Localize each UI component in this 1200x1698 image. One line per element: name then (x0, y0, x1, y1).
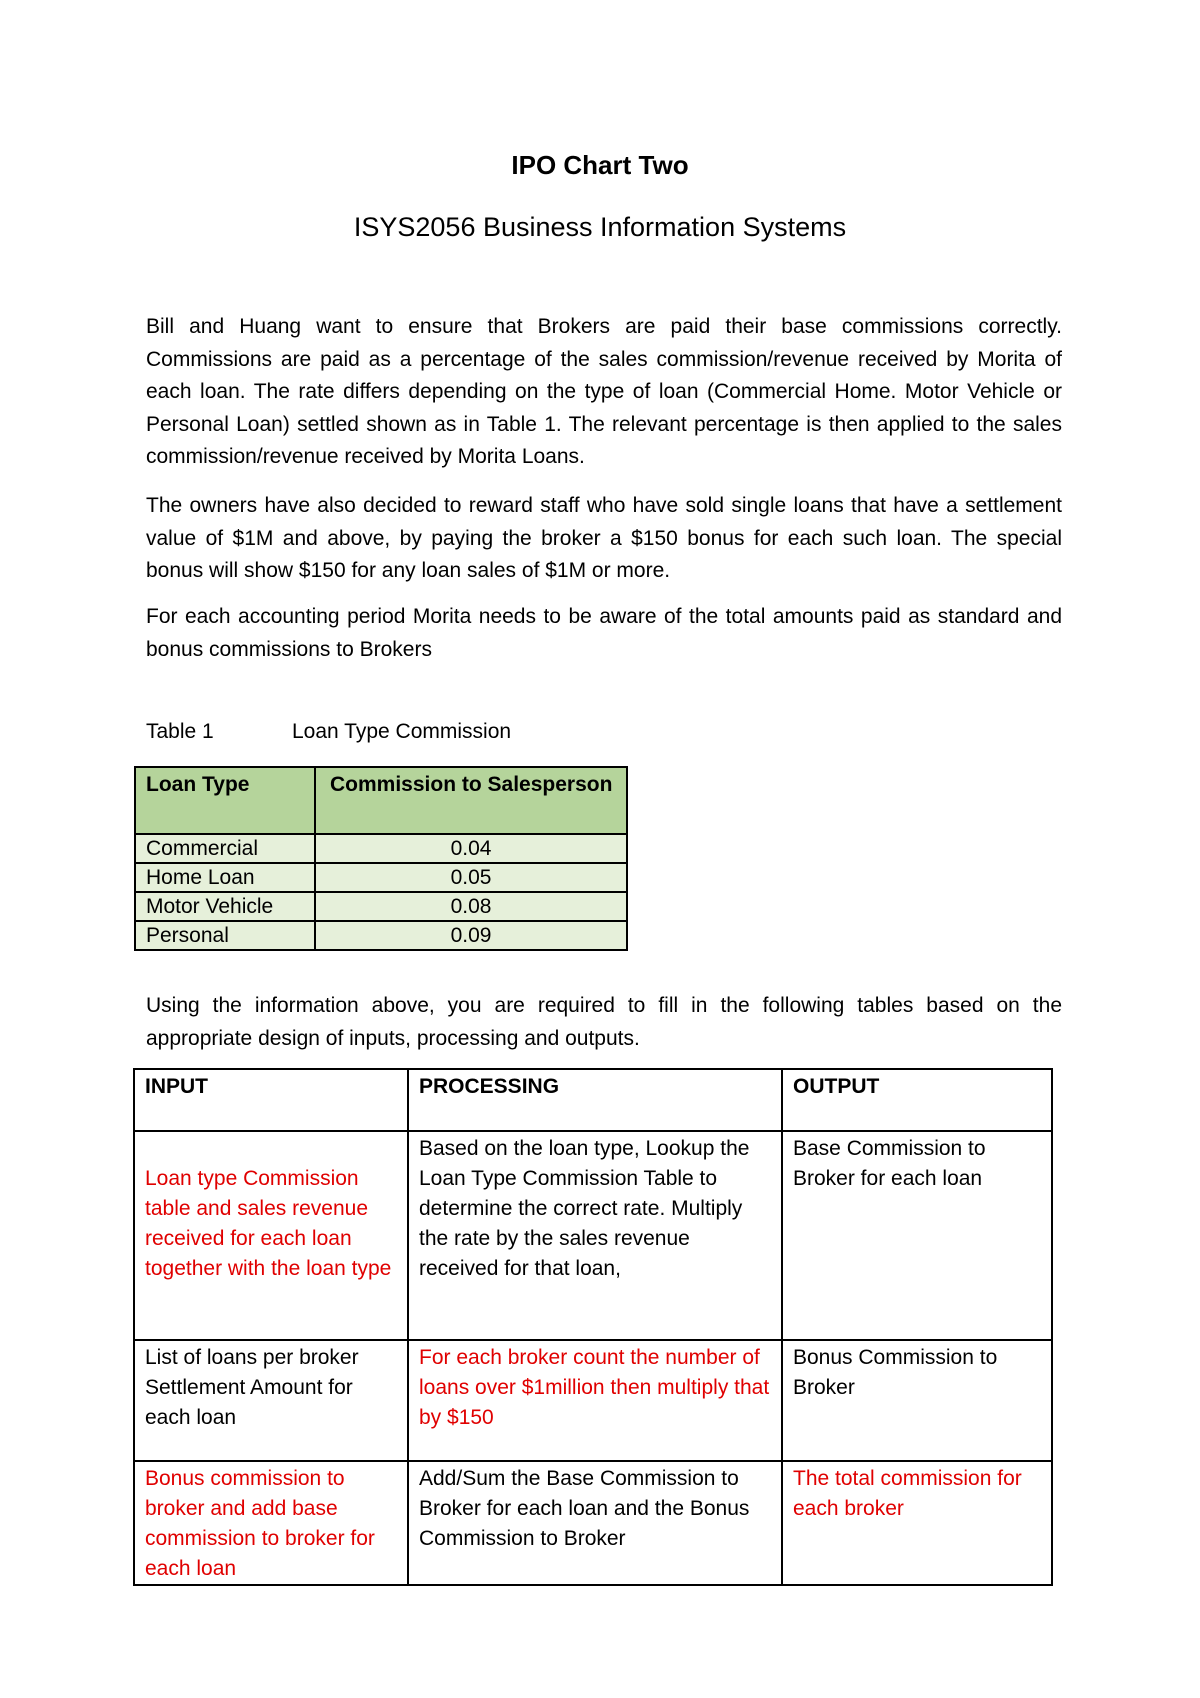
loan-type-cell: Commercial (135, 834, 315, 863)
commission-rate-cell: 0.05 (315, 863, 627, 892)
input-cell: List of loans per broker Settlement Amount for each loan (134, 1340, 408, 1461)
output-cell: Base Commission to Broker for each loan (782, 1131, 1052, 1340)
table-row (134, 1461, 1052, 1585)
table-row (134, 1340, 1052, 1461)
processing-cell: Add/Sum the Base Commission to Broker for each loan and the Bonus Commission to Broker (408, 1461, 782, 1585)
paragraph-base-commission: Bill and Huang want to ensure that Brokers are paid their base commissions correctly. Commissions are paid as a percentage of the sales commission/revenue received by Morita of each loan. The rate differs depending on the type of loan (Commercial Home. Motor Vehicle or Personal Loan) settled shown as in Table 1. The relevant percentage is then applied to the sales commission/revenue received by Morita Loans. (146, 315, 1062, 468)
commission-rate-cell: 0.04 (315, 834, 627, 863)
table-row (135, 834, 627, 863)
table-caption-title: Loan Type Commission (292, 720, 512, 743)
commission-rate-cell: 0.09 (315, 921, 627, 950)
table-row (135, 863, 627, 892)
column-header-output: OUTPUT (782, 1069, 1052, 1131)
table-caption-label: Table 1 (146, 720, 214, 743)
input-cell: Bonus commission to broker and add base commission to broker for each loan (134, 1461, 408, 1585)
column-header-input: INPUT (134, 1069, 408, 1131)
loan-type-commission-table (134, 766, 628, 951)
paragraph-accounting-period: For each accounting period Morita needs to be aware of the total amounts paid as standard and bonus commissions to Brokers (146, 605, 1062, 661)
loan-type-cell: Personal (135, 921, 315, 950)
loan-type-cell: Motor Vehicle (135, 892, 315, 921)
table-row (135, 921, 627, 950)
table-header-row (135, 767, 627, 834)
loan-type-cell: Home Loan (135, 863, 315, 892)
ipo-header-row (134, 1069, 1052, 1131)
column-header-loan-type: Loan Type (135, 767, 315, 834)
processing-cell: Based on the loan type, Lookup the Loan Type Commission Table to determine the correct rate. Multiply the rate by the sales revenue received for that loan, (408, 1131, 782, 1340)
input-cell: Loan type Commission table and sales revenue received for each loan together with the loan type (134, 1131, 408, 1340)
paragraph-instructions: Using the information above, you are required to fill in the following tables based on the appropriate design of inputs, processing and outputs. (146, 994, 1062, 1050)
processing-cell: For each broker count the number of loans over $1million then multiply that by $150 (408, 1340, 782, 1461)
table-row (134, 1131, 1052, 1340)
output-cell: The total commission for each broker (782, 1461, 1052, 1585)
page-title: IPO Chart Two (511, 150, 689, 180)
ipo-chart-table (133, 1068, 1053, 1586)
output-cell: Bonus Commission to Broker (782, 1340, 1052, 1461)
column-header-commission: Commission to Salesperson (315, 767, 627, 834)
table-row (135, 892, 627, 921)
paragraph-bonus: The owners have also decided to reward staff who have sold single loans that have a settlement value of $1M and above, by paying the broker a $150 bonus for each such loan. The special bonus will show $150 for any loan sales of $1M or more. (146, 494, 1062, 582)
column-header-processing: PROCESSING (408, 1069, 782, 1131)
page-subtitle: ISYS2056 Business Information Systems (353, 212, 847, 242)
commission-rate-cell: 0.08 (315, 892, 627, 921)
